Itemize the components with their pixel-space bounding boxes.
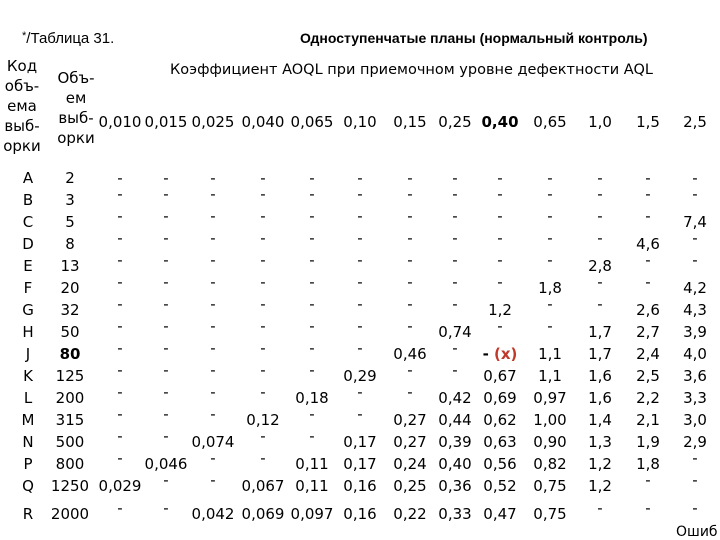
aoql-value: 0,18	[295, 389, 329, 407]
aoql-value: -	[452, 229, 458, 247]
aoql-value: -	[497, 185, 503, 203]
sample-code: P	[23, 455, 33, 473]
aoql-value: -	[117, 405, 123, 423]
aoql-value: -	[210, 471, 216, 489]
aoql-value: 2,9	[683, 433, 707, 451]
sample-volume: 3	[65, 191, 75, 209]
aoql-value: -	[309, 405, 315, 423]
aoql-value: -	[547, 185, 553, 203]
aoql-value: -	[357, 229, 363, 247]
aoql-value: -	[547, 295, 553, 313]
aoql-value: -	[210, 339, 216, 357]
aoql-value: -	[117, 339, 123, 357]
aoql-value: -	[645, 169, 651, 187]
aoql-value: -	[260, 317, 266, 335]
aoql-value: -	[210, 361, 216, 379]
aoql-value: 3,9	[683, 323, 707, 341]
aoql-value: -	[497, 169, 503, 187]
aoql-value: -	[210, 207, 216, 225]
aoql-value: 2,5	[636, 367, 660, 385]
aoql-value: -	[692, 499, 698, 517]
aoql-value: 1,7	[588, 323, 612, 341]
aoql-value: -	[260, 273, 266, 291]
aoql-value: -	[692, 449, 698, 467]
aoql-value: -	[309, 185, 315, 203]
sample-code: G	[22, 301, 34, 319]
sample-volume: 125	[55, 367, 85, 385]
aoql-value: -	[497, 207, 503, 225]
aoql-value: -	[407, 273, 413, 291]
sample-volume: 5	[65, 213, 75, 231]
aoql-value: -	[407, 383, 413, 401]
aoql-value: -	[452, 169, 458, 187]
aoql-value: 0,24	[393, 455, 427, 473]
aql-level-header: 1,0	[588, 113, 612, 131]
aoql-value: -	[117, 449, 123, 467]
aoql-value: -	[210, 251, 216, 269]
aoql-value: 0,36	[438, 477, 472, 495]
aoql-value: -	[210, 405, 216, 423]
aoql-value: 1,00	[533, 411, 567, 429]
aoql-value: 0,069	[241, 505, 285, 523]
aoql-value: -	[163, 499, 169, 517]
aoql-value: -	[497, 229, 503, 247]
aoql-value: 0,22	[393, 505, 427, 523]
aoql-value: 2,8	[588, 257, 612, 275]
aoql-value: -	[452, 361, 458, 379]
sample-volume: 800	[55, 455, 85, 473]
aoql-value: 0,067	[241, 477, 285, 495]
page-title: Одноступенчатые планы (нормальный контроль)	[300, 30, 648, 46]
aoql-value: -	[163, 229, 169, 247]
aoql-value: -	[597, 207, 603, 225]
aoql-value: 1,2	[588, 477, 612, 495]
aoql-value: -	[210, 295, 216, 313]
sample-code: Q	[22, 477, 34, 495]
aoql-value: 0,97	[533, 389, 567, 407]
aoql-value: 0,39	[438, 433, 472, 451]
aoql-value: -	[163, 273, 169, 291]
aoql-value: -	[117, 169, 123, 187]
aoql-value: 0,75	[533, 477, 567, 495]
aoql-value: -	[452, 207, 458, 225]
aoql-value: -	[692, 229, 698, 247]
aoql-value: -	[357, 185, 363, 203]
aoql-value: -	[597, 169, 603, 187]
aoql-value: -	[117, 499, 123, 517]
aoql-value: -	[547, 251, 553, 269]
aoql-value: 0,12	[246, 411, 280, 429]
aoql-value: 1,8	[636, 455, 660, 473]
aoql-value: 1,4	[588, 411, 612, 429]
aoql-value: 1,3	[588, 433, 612, 451]
sample-code: A	[22, 169, 34, 187]
aoql-value: 0,27	[393, 411, 427, 429]
sample-volume: 200	[55, 389, 85, 407]
aql-level-header: 2,5	[683, 113, 707, 131]
sample-code: D	[22, 235, 34, 253]
aoql-value: 0,16	[343, 477, 377, 495]
aoql-value: -	[163, 471, 169, 489]
aoql-value: -	[210, 169, 216, 187]
aoql-value: 1,2	[488, 301, 512, 319]
aql-level-header: 0,15	[393, 113, 427, 131]
sample-volume: 315	[55, 411, 85, 429]
aoql-value: -	[357, 405, 363, 423]
aoql-value: -	[645, 207, 651, 225]
aoql-value: 0,42	[438, 389, 472, 407]
aoql-value: -	[210, 317, 216, 335]
aoql-value: 0,56	[483, 455, 517, 473]
sample-code: F	[23, 279, 33, 297]
aoql-value: -	[547, 169, 553, 187]
volume-column-header: Объ- ем выб- орки	[57, 69, 95, 147]
aoql-value: -	[163, 317, 169, 335]
aoql-value: -	[357, 273, 363, 291]
code-column-header: Код объ- ема выб- орки	[3, 57, 41, 155]
aoql-value: -	[260, 383, 266, 401]
sample-volume: 20	[60, 279, 80, 297]
aoql-value: 0,074	[191, 433, 235, 451]
aoql-value: 0,52	[483, 477, 517, 495]
aoql-value: -	[163, 383, 169, 401]
sample-volume: 2000	[50, 505, 90, 523]
aoql-value: - (x)	[482, 345, 518, 363]
aoql-value: -	[407, 169, 413, 187]
aql-level-header: 0,015	[144, 113, 188, 131]
aoql-value: 0,029	[98, 477, 142, 495]
aoql-value: -	[260, 185, 266, 203]
aoql-value: 3,6	[683, 367, 707, 385]
aoql-value: 0,90	[533, 433, 567, 451]
aoql-value: -	[163, 251, 169, 269]
aoql-value: 0,29	[343, 367, 377, 385]
aql-level-header: 0,40	[481, 113, 519, 131]
aoql-value: -	[260, 427, 266, 445]
aql-level-header: 1,5	[636, 113, 660, 131]
aoql-value: 0,11	[295, 455, 329, 473]
sample-code: E	[23, 257, 33, 275]
aoql-value: -	[452, 251, 458, 269]
aoql-value: -	[407, 361, 413, 379]
sample-code: N	[22, 433, 34, 451]
aoql-value: -	[163, 207, 169, 225]
aql-level-header: 0,040	[241, 113, 285, 131]
aoql-value: -	[163, 339, 169, 357]
aoql-value: -	[163, 185, 169, 203]
aoql-value: -	[357, 317, 363, 335]
aoql-value: -	[597, 229, 603, 247]
aoql-value: 0,25	[393, 477, 427, 495]
aoql-value: -	[260, 449, 266, 467]
sample-volume: 1250	[50, 477, 90, 495]
aoql-value: 0,11	[295, 477, 329, 495]
aoql-value: -	[547, 207, 553, 225]
aoql-value: -	[645, 251, 651, 269]
aoql-value: -	[597, 295, 603, 313]
aoql-value: -	[117, 383, 123, 401]
aoql-value: 1,7	[588, 345, 612, 363]
sample-volume: 80	[59, 345, 81, 363]
aoql-value: -	[309, 427, 315, 445]
aoql-value: -	[645, 273, 651, 291]
aoql-value: 0,17	[343, 433, 377, 451]
aoql-value: 0,69	[483, 389, 517, 407]
aoql-value: -	[497, 251, 503, 269]
sample-code: C	[22, 213, 34, 231]
aoql-value: -	[452, 273, 458, 291]
aoql-value: 1,2	[588, 455, 612, 473]
aoql-value: 0,67	[483, 367, 517, 385]
aoql-value: -	[452, 185, 458, 203]
aoql-value: -	[117, 251, 123, 269]
aoql-value: -	[692, 169, 698, 187]
aoql-value: -	[210, 383, 216, 401]
aoql-value: -	[309, 295, 315, 313]
aoql-value: -	[309, 169, 315, 187]
aoql-value: 0,62	[483, 411, 517, 429]
aoql-value: 3,0	[683, 411, 707, 429]
aoql-value: -	[117, 273, 123, 291]
aoql-value: 0,16	[343, 505, 377, 523]
aoql-value: 0,046	[144, 455, 188, 473]
aoql-value: -	[309, 273, 315, 291]
aoql-value: -	[163, 295, 169, 313]
table-label: /Таблица 31.	[26, 30, 115, 47]
aoql-value: 1,8	[538, 279, 562, 297]
aoql-value: -	[407, 317, 413, 335]
aoql-value: -	[309, 339, 315, 357]
aoql-value: 1,1	[538, 345, 562, 363]
aoql-value: -	[163, 405, 169, 423]
sample-volume: 2	[65, 169, 75, 187]
aoql-value: -	[547, 229, 553, 247]
aoql-value: -	[210, 273, 216, 291]
sample-volume: 500	[55, 433, 85, 451]
aoql-value: -	[497, 317, 503, 335]
sample-code: M	[21, 411, 35, 429]
aoql-value: -	[645, 471, 651, 489]
aoql-value: 0,17	[343, 455, 377, 473]
asterisk-mark: *	[22, 30, 27, 42]
aoql-value: -	[645, 185, 651, 203]
aoql-value: 2,7	[636, 323, 660, 341]
sample-code: H	[22, 323, 34, 341]
aoql-value: -	[163, 427, 169, 445]
aoql-value: -	[309, 229, 315, 247]
table-number	[22, 30, 114, 47]
aoql-value: -	[117, 427, 123, 445]
footer-fragment: Ошиб	[676, 524, 718, 540]
aoql-value: -	[309, 251, 315, 269]
aoql-value: -	[117, 185, 123, 203]
aoql-value: 0,74	[438, 323, 472, 341]
aoql-value: -	[117, 361, 123, 379]
aoql-value: 4,3	[683, 301, 707, 319]
aoql-value: -	[357, 207, 363, 225]
aoql-value: 7,4	[683, 213, 707, 231]
aoql-value: -	[407, 251, 413, 269]
sample-code: K	[23, 367, 33, 385]
aoql-value: 2,2	[636, 389, 660, 407]
aoql-value: 2,4	[636, 345, 660, 363]
aoql-value: -	[692, 185, 698, 203]
aoql-value: -	[597, 185, 603, 203]
aoql-value: -	[260, 339, 266, 357]
aoql-value: -	[407, 185, 413, 203]
aoql-value: -	[309, 361, 315, 379]
aoql-value: -	[210, 229, 216, 247]
aoql-value: 1,6	[588, 389, 612, 407]
aoql-value: 0,40	[438, 455, 472, 473]
aoql-value: -	[117, 207, 123, 225]
aoql-value: -	[357, 339, 363, 357]
aql-level-header: 0,10	[343, 113, 377, 131]
aoql-value: 4,0	[683, 345, 707, 363]
aoql-value: 0,75	[533, 505, 567, 523]
sample-code: B	[22, 191, 34, 209]
aoql-value: -	[692, 471, 698, 489]
aoql-value: -	[117, 229, 123, 247]
aoql-value: -	[260, 295, 266, 313]
sample-code: J	[25, 345, 31, 363]
aql-level-header: 0,065	[290, 113, 334, 131]
aoql-value: 0,042	[191, 505, 235, 523]
sample-volume: 50	[60, 323, 80, 341]
aoql-value: 0,46	[393, 345, 427, 363]
aoql-value: -	[309, 317, 315, 335]
aoql-value: -	[210, 449, 216, 467]
aoql-value: 2,6	[636, 301, 660, 319]
aoql-value: 4,2	[683, 279, 707, 297]
aoql-value: -	[497, 273, 503, 291]
aoql-value: -	[452, 295, 458, 313]
sample-code: L	[23, 389, 33, 407]
aoql-value: -	[452, 339, 458, 357]
aql-level-header: 0,25	[438, 113, 472, 131]
aoql-value: 1,9	[636, 433, 660, 451]
aoql-value: 4,6	[636, 235, 660, 253]
aoql-value: -	[260, 361, 266, 379]
sample-volume: 32	[60, 301, 80, 319]
aoql-value: -	[260, 251, 266, 269]
aoql-value: -	[407, 295, 413, 313]
aoql-value: -	[260, 229, 266, 247]
aoql-value: -	[597, 273, 603, 291]
aoql-value: -	[210, 185, 216, 203]
aoql-value: -	[597, 499, 603, 517]
aoql-value: -	[357, 169, 363, 187]
aoql-value: -	[117, 317, 123, 335]
aoql-value: -	[692, 251, 698, 269]
aoql-value: 0,27	[393, 433, 427, 451]
aoql-value: -	[407, 229, 413, 247]
aoql-value: 1,6	[588, 367, 612, 385]
aoql-value: 0,44	[438, 411, 472, 429]
aoql-value: 0,33	[438, 505, 472, 523]
aoql-value: -	[357, 251, 363, 269]
aoql-value: -	[547, 317, 553, 335]
aoql-value: 3,3	[683, 389, 707, 407]
aoql-value: -	[163, 361, 169, 379]
aoql-value: -	[163, 169, 169, 187]
aoql-value: -	[357, 383, 363, 401]
aoql-value: -	[117, 295, 123, 313]
aoql-value: -	[260, 207, 266, 225]
sample-code: R	[22, 505, 34, 523]
aoql-value: 1,1	[538, 367, 562, 385]
aql-level-header: 0,025	[191, 113, 235, 131]
aoql-value: -	[357, 295, 363, 313]
aoql-value: 0,63	[483, 433, 517, 451]
aoql-value: -	[309, 207, 315, 225]
aoql-value: -	[645, 499, 651, 517]
aql-level-header: 0,65	[533, 113, 567, 131]
aoql-value: -	[407, 207, 413, 225]
aoql-value: 2,1	[636, 411, 660, 429]
aoql-value: 0,82	[533, 455, 567, 473]
sample-volume: 13	[60, 257, 80, 275]
aoql-value: 0,097	[290, 505, 334, 523]
aoql-value: 0,47	[483, 505, 517, 523]
aoql-value: -	[260, 169, 266, 187]
aql-level-header: 0,010	[98, 113, 142, 131]
aql-caption: Коэффициент AOQL при приемочном уровне дефектности AQL	[170, 62, 653, 78]
sample-volume: 8	[65, 235, 75, 253]
